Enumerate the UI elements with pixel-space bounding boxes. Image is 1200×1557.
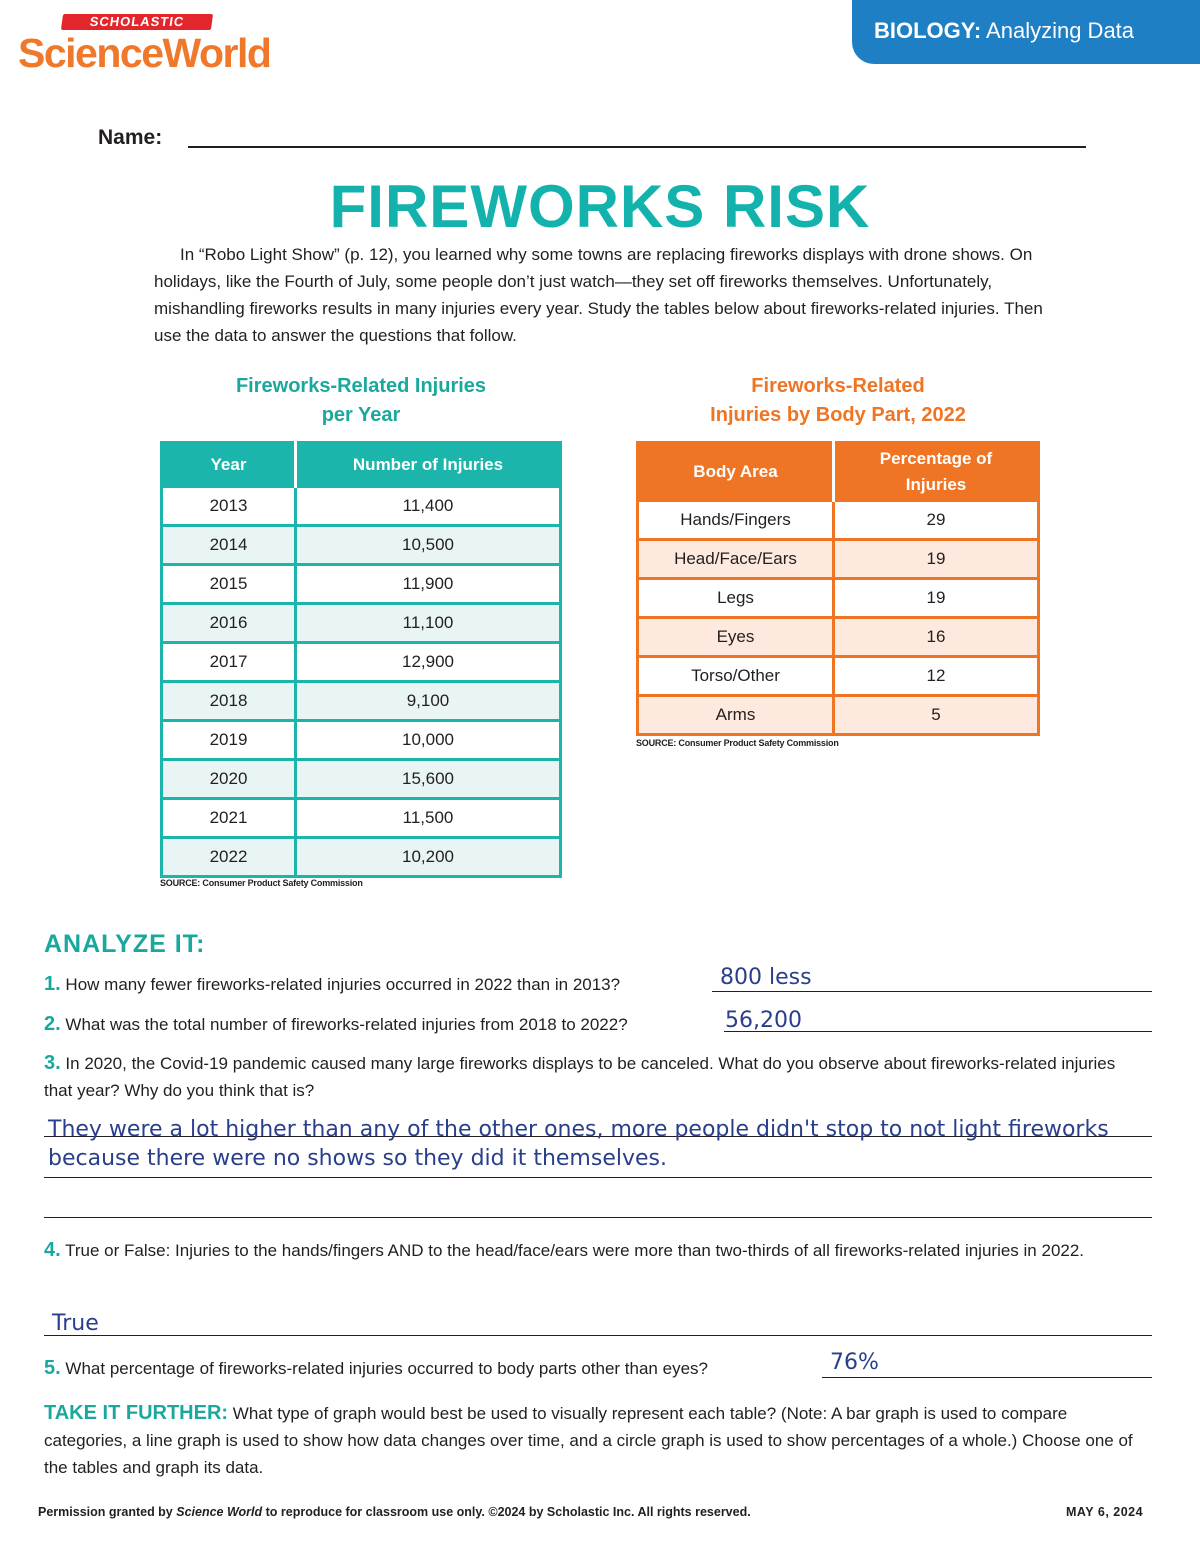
injuries-cell: 11,400	[296, 487, 561, 526]
question-text: What percentage of fireworks-related injuries occurred to body parts other than eyes?	[65, 1359, 708, 1378]
body-area-cell: Hands/Fingers	[638, 501, 834, 540]
answer-line-3b[interactable]	[44, 1177, 1152, 1178]
table-row	[638, 540, 1039, 579]
answer-5: 76%	[830, 1350, 879, 1375]
header-percentage-text: Percentage of Injuries	[879, 448, 993, 494]
footer-permission-pre: Permission granted by	[38, 1505, 177, 1519]
table-row	[638, 618, 1039, 657]
percentage-cell: 19	[834, 579, 1039, 618]
table-row	[162, 643, 561, 682]
question-text: What was the total number of fireworks-related injuries from 2018 to 2022?	[65, 1015, 628, 1034]
year-cell: 2019	[162, 721, 296, 760]
question-number: 4.	[44, 1239, 61, 1261]
body-area-cell: Legs	[638, 579, 834, 618]
question-number: 2.	[44, 1013, 61, 1035]
percentage-cell: 29	[834, 501, 1039, 540]
table-injuries-per-year-title	[160, 372, 562, 430]
further-heading: TAKE IT FURTHER:	[44, 1402, 229, 1424]
year-cell: 2013	[162, 487, 296, 526]
answer-line-4[interactable]	[44, 1335, 1152, 1336]
table-injuries-by-body-part	[636, 441, 1040, 736]
table2-title-line2: Injuries by Body Part, 2022	[710, 404, 966, 426]
answer-3-line-2: because there were no shows so they did it themselves.	[48, 1146, 667, 1171]
year-cell: 2017	[162, 643, 296, 682]
question-number: 5.	[44, 1357, 61, 1379]
table-row	[162, 682, 561, 721]
scholastic-logo-text: SCHOLASTIC	[61, 14, 213, 30]
table2-title-line1: Fireworks-Related	[751, 375, 925, 397]
name-label: Name:	[98, 126, 163, 149]
year-cell: 2022	[162, 838, 296, 877]
injuries-cell: 11,100	[296, 604, 561, 643]
footer-permission	[38, 1505, 751, 1519]
injuries-cell: 9,100	[296, 682, 561, 721]
injuries-cell: 11,500	[296, 799, 561, 838]
subject-suffix: Analyzing Data	[981, 18, 1135, 43]
table-row	[162, 487, 561, 526]
question-text: How many fewer fireworks-related injuries occurred in 2022 than in 2013?	[65, 975, 621, 994]
table1-title-line1: Fireworks-Related Injuries	[235, 375, 487, 397]
table1-source: SOURCE: Consumer Product Safety Commission	[160, 878, 363, 888]
body-area-cell: Arms	[638, 696, 834, 735]
injuries-cell: 10,500	[296, 526, 561, 565]
header-number-of-injuries: Number of Injuries	[296, 443, 561, 487]
body-area-cell: Head/Face/Ears	[638, 540, 834, 579]
question-2	[44, 1011, 628, 1038]
answer-line-3c[interactable]	[44, 1217, 1152, 1218]
injuries-cell: 10,200	[296, 838, 561, 877]
table-injuries-by-body-part-title	[636, 372, 1040, 430]
footer-permission-post: to reproduce for classroom use only. ©2024 by Scholastic Inc. All rights reserved.	[262, 1505, 751, 1519]
intro-text: In “Robo Light Show” (p. 12), you learned why some towns are replacing fireworks displays with drone shows. On holidays, like the Fourth of July, some people don’t just watch—they set off fireworks themselves. Unfortunately, mishandling fireworks results in many injuries every year. Study the tables below about fireworks-related injuries. Then use the data to answer the questions that follow.	[154, 245, 1043, 345]
question-5	[44, 1355, 708, 1382]
footer-date: MAY 6, 2024	[1066, 1505, 1144, 1519]
intro-paragraph	[154, 241, 1054, 349]
table-header-row	[638, 443, 1039, 501]
question-1	[44, 971, 620, 998]
question-number: 3.	[44, 1052, 61, 1074]
table-row	[638, 579, 1039, 618]
table-row	[162, 799, 561, 838]
header-body-area: Body Area	[638, 443, 834, 501]
answer-line-1[interactable]	[712, 991, 1152, 992]
table-row	[638, 501, 1039, 540]
subject-banner	[852, 0, 1200, 64]
year-cell: 2021	[162, 799, 296, 838]
further-text: What type of graph would best be used to visually represent each table? (Note: A bar graph is used to compare categories, a line graph is used to show how data changes over time, and a circle graph is used to show percentages of a whole.) Choose one of the tables and graph its data.	[44, 1404, 1133, 1477]
question-3	[44, 1050, 1144, 1104]
page-title: FIREWORKS RISK	[329, 173, 871, 240]
percentage-cell: 19	[834, 540, 1039, 579]
body-area-cell: Torso/Other	[638, 657, 834, 696]
year-cell: 2016	[162, 604, 296, 643]
injuries-cell: 10,000	[296, 721, 561, 760]
answer-3-line-1: They were a lot higher than any of the other ones, more people didn't stop to not light fireworks	[48, 1117, 1109, 1142]
percentage-cell: 16	[834, 618, 1039, 657]
table-row	[162, 760, 561, 799]
subject-prefix: BIOLOGY:	[874, 18, 982, 43]
answer-2: 56,200	[725, 1008, 802, 1033]
year-cell: 2020	[162, 760, 296, 799]
table-row	[638, 657, 1039, 696]
answer-line-5[interactable]	[822, 1377, 1152, 1378]
table-injuries-per-year	[160, 441, 562, 878]
header-percentage	[834, 443, 1039, 501]
injuries-cell: 12,900	[296, 643, 561, 682]
header-year: Year	[162, 443, 296, 487]
injuries-cell: 11,900	[296, 565, 561, 604]
year-cell: 2018	[162, 682, 296, 721]
take-it-further	[44, 1400, 1154, 1481]
body-area-cell: Eyes	[638, 618, 834, 657]
table2-source: SOURCE: Consumer Product Safety Commission	[636, 738, 839, 748]
science-world-logo: ScienceWorld	[18, 30, 271, 76]
name-line[interactable]	[188, 146, 1086, 148]
question-number: 1.	[44, 973, 61, 995]
table-header-row	[162, 443, 561, 487]
table-row	[162, 604, 561, 643]
table-row	[162, 721, 561, 760]
year-cell: 2015	[162, 565, 296, 604]
table-row	[638, 696, 1039, 735]
percentage-cell: 12	[834, 657, 1039, 696]
table-row	[162, 526, 561, 565]
question-text: True or False: Injuries to the hands/fingers AND to the head/face/ears were more than two-thirds of all fireworks-related injuries in 2022.	[65, 1241, 1085, 1260]
year-cell: 2014	[162, 526, 296, 565]
question-4	[44, 1237, 1144, 1264]
answer-1: 800 less	[720, 965, 812, 990]
table-row	[162, 565, 561, 604]
subject-label	[874, 18, 1134, 44]
table-row	[162, 838, 561, 877]
analyze-heading: ANALYZE IT:	[44, 930, 206, 958]
footer-permission-em: Science World	[176, 1505, 263, 1519]
percentage-cell: 5	[834, 696, 1039, 735]
question-text: In 2020, the Covid-19 pandemic caused many large fireworks displays to be canceled. What do you observe about fireworks-related injuries that year? Why do you think that is?	[44, 1054, 1116, 1100]
injuries-cell: 15,600	[296, 760, 561, 799]
table1-title-line2: per Year	[321, 404, 401, 426]
answer-4: True	[52, 1311, 99, 1336]
